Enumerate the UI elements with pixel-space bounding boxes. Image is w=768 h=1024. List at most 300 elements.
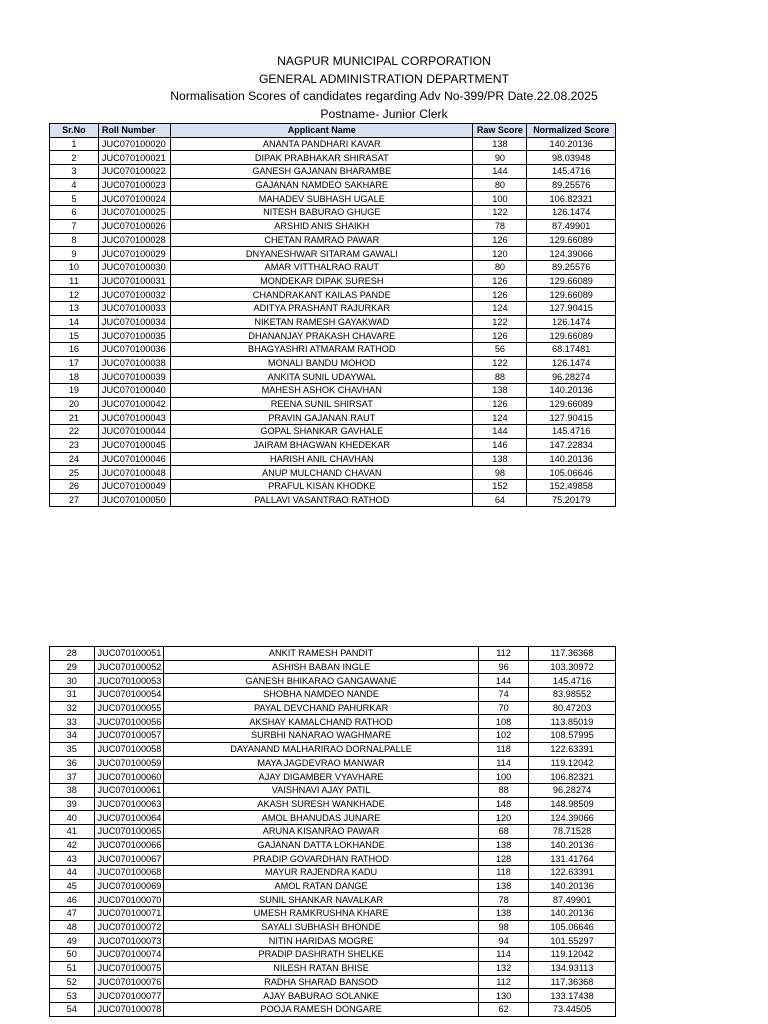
cell-normalized-score: 68.17481 — [527, 343, 616, 357]
table-row — [50, 770, 616, 784]
cell-raw-score: 64 — [473, 493, 527, 507]
cell-raw-score: 122 — [473, 206, 527, 220]
column-header-roll-number: Roll Number — [98, 124, 170, 138]
table-row — [50, 742, 616, 756]
cell-applicant-name: NIKETAN RAMESH GAYAKWAD — [171, 315, 473, 329]
cell-normalized-score: 117.36368 — [529, 975, 616, 989]
cell-raw-score: 138 — [473, 452, 527, 466]
table-row — [50, 219, 616, 233]
table-row — [50, 301, 616, 315]
cell-roll-number: JUC070100048 — [98, 466, 170, 480]
cell-normalized-score: 145.4716 — [527, 165, 616, 179]
cell-roll-number: JUC070100063 — [94, 797, 164, 811]
cell-normalized-score: 129.66089 — [527, 397, 616, 411]
cell-applicant-name: ANKITA SUNIL UDAYWAL — [171, 370, 473, 384]
cell-sr-no: 28 — [50, 647, 95, 661]
table-row — [50, 660, 616, 674]
cell-roll-number: JUC070100044 — [98, 425, 170, 439]
cell-normalized-score: 134.93113 — [529, 961, 616, 975]
cell-normalized-score: 108.57995 — [529, 729, 616, 743]
cell-applicant-name: AMOL RATAN DANGE — [164, 879, 479, 893]
table-row — [50, 824, 616, 838]
cell-normalized-score: 129.66089 — [527, 329, 616, 343]
post-name: Postname- Junior Clerk — [320, 106, 448, 121]
cell-applicant-name: PRAVIN GAJANAN RAUT — [171, 411, 473, 425]
cell-raw-score: 130 — [479, 989, 529, 1003]
cell-roll-number: JUC070100064 — [94, 811, 164, 825]
cell-applicant-name: SHOBHA NAMDEO NANDE — [164, 688, 479, 702]
cell-raw-score: 70 — [479, 701, 529, 715]
table-row — [50, 206, 616, 220]
cell-roll-number: JUC070100066 — [94, 838, 164, 852]
cell-sr-no: 12 — [50, 288, 99, 302]
cell-raw-score: 90 — [473, 151, 527, 165]
cell-roll-number: JUC070100034 — [98, 315, 170, 329]
cell-sr-no: 10 — [50, 260, 99, 274]
cell-applicant-name: SUNIL SHANKAR NAVALKAR — [164, 893, 479, 907]
table-row — [50, 343, 616, 357]
cell-applicant-name: JAIRAM BHAGWAN KHEDEKAR — [171, 438, 473, 452]
table-row — [50, 961, 616, 975]
table-row — [50, 192, 616, 206]
cell-normalized-score: 124.39066 — [527, 247, 616, 261]
cell-normalized-score: 87.49901 — [529, 893, 616, 907]
cell-raw-score: 100 — [479, 770, 529, 784]
cell-roll-number: JUC070100053 — [94, 674, 164, 688]
cell-sr-no: 40 — [50, 811, 95, 825]
cell-normalized-score: 147.22834 — [527, 438, 616, 452]
cell-applicant-name: CHETAN RAMRAO PAWAR — [171, 233, 473, 247]
cell-normalized-score: 73.44505 — [529, 1002, 616, 1016]
cell-raw-score: 88 — [473, 370, 527, 384]
cell-roll-number: JUC070100056 — [94, 715, 164, 729]
table-row — [50, 989, 616, 1003]
table-row — [50, 315, 616, 329]
cell-sr-no: 14 — [50, 315, 99, 329]
cell-raw-score: 98 — [479, 920, 529, 934]
cell-applicant-name: POOJA RAMESH DONGARE — [164, 1002, 479, 1016]
cell-normalized-score: 145.4716 — [529, 674, 616, 688]
cell-normalized-score: 119.12042 — [529, 948, 616, 962]
cell-roll-number: JUC070100049 — [98, 479, 170, 493]
table-row — [50, 466, 616, 480]
cell-roll-number: JUC070100026 — [98, 219, 170, 233]
table-row — [50, 493, 616, 507]
document-header — [0, 53, 768, 123]
cell-normalized-score: 127.90415 — [527, 301, 616, 315]
cell-normalized-score: 129.66089 — [527, 274, 616, 288]
cell-roll-number: JUC070100068 — [94, 866, 164, 880]
cell-applicant-name: AJAY DIGAMBER VYAVHARE — [164, 770, 479, 784]
cell-normalized-score: 129.66089 — [527, 233, 616, 247]
cell-applicant-name: AKSHAY KAMALCHAND RATHOD — [164, 715, 479, 729]
table-row — [50, 920, 616, 934]
cell-sr-no: 43 — [50, 852, 95, 866]
cell-roll-number: JUC070100029 — [98, 247, 170, 261]
table-header-row — [50, 124, 616, 138]
cell-raw-score: 68 — [479, 824, 529, 838]
cell-sr-no: 13 — [50, 301, 99, 315]
table-row — [50, 852, 616, 866]
cell-roll-number: JUC070100078 — [94, 1002, 164, 1016]
cell-normalized-score: 133.17438 — [529, 989, 616, 1003]
cell-sr-no: 25 — [50, 466, 99, 480]
cell-roll-number: JUC070100046 — [98, 452, 170, 466]
cell-applicant-name: GANESH GAJANAN BHARAMBE — [171, 165, 473, 179]
scores-table-bottom-body — [50, 647, 616, 1017]
cell-roll-number: JUC070100069 — [94, 879, 164, 893]
cell-applicant-name: MONALI BANDU MOHOD — [171, 356, 473, 370]
cell-sr-no: 36 — [50, 756, 95, 770]
cell-raw-score: 138 — [473, 137, 527, 151]
cell-raw-score: 146 — [473, 438, 527, 452]
table-row — [50, 288, 616, 302]
cell-roll-number: JUC070100051 — [94, 647, 164, 661]
cell-sr-no: 45 — [50, 879, 95, 893]
table-row — [50, 879, 616, 893]
table-row — [50, 178, 616, 192]
table-row — [50, 934, 616, 948]
cell-sr-no: 50 — [50, 948, 95, 962]
cell-roll-number: JUC070100031 — [98, 274, 170, 288]
cell-applicant-name: NITIN HARIDAS MOGRE — [164, 934, 479, 948]
cell-applicant-name: PAYAL DEVCHAND PAHURKAR — [164, 701, 479, 715]
cell-raw-score: 80 — [473, 178, 527, 192]
cell-applicant-name: ASHISH BABAN INGLE — [164, 660, 479, 674]
cell-applicant-name: AMAR VITTHALRAO RAUT — [171, 260, 473, 274]
cell-normalized-score: 89.25576 — [527, 178, 616, 192]
cell-roll-number: JUC070100074 — [94, 948, 164, 962]
cell-raw-score: 144 — [473, 425, 527, 439]
cell-roll-number: JUC070100040 — [98, 384, 170, 398]
cell-applicant-name: PALLAVI VASANTRAO RATHOD — [171, 493, 473, 507]
cell-raw-score: 126 — [473, 397, 527, 411]
cell-sr-no: 34 — [50, 729, 95, 743]
cell-sr-no: 44 — [50, 866, 95, 880]
cell-normalized-score: 122.63391 — [529, 866, 616, 880]
cell-applicant-name: MAYA JAGDEVRAO MANWAR — [164, 756, 479, 770]
cell-normalized-score: 113.85019 — [529, 715, 616, 729]
cell-normalized-score: 105.06646 — [529, 920, 616, 934]
cell-raw-score: 96 — [479, 660, 529, 674]
cell-applicant-name: GANESH BHIKARAO GANGAWANE — [164, 674, 479, 688]
cell-roll-number: JUC070100073 — [94, 934, 164, 948]
cell-normalized-score: 140.20136 — [527, 384, 616, 398]
table-row — [50, 233, 616, 247]
cell-applicant-name: ANKIT RAMESH PANDIT — [164, 647, 479, 661]
cell-raw-score: 122 — [473, 356, 527, 370]
cell-applicant-name: BHAGYASHRI ATMARAM RATHOD — [171, 343, 473, 357]
cell-normalized-score: 106.82321 — [527, 192, 616, 206]
cell-sr-no: 16 — [50, 343, 99, 357]
cell-raw-score: 78 — [479, 893, 529, 907]
cell-raw-score: 138 — [479, 907, 529, 921]
table-row — [50, 715, 616, 729]
cell-sr-no: 24 — [50, 452, 99, 466]
cell-roll-number: JUC070100077 — [94, 989, 164, 1003]
cell-applicant-name: ARUNA KISANRAO PAWAR — [164, 824, 479, 838]
cell-normalized-score: 145.4716 — [527, 425, 616, 439]
cell-normalized-score: 140.20136 — [527, 137, 616, 151]
table-row — [50, 1002, 616, 1016]
cell-applicant-name: UMESH RAMKRUSHNA KHARE — [164, 907, 479, 921]
table-row — [50, 975, 616, 989]
cell-sr-no: 26 — [50, 479, 99, 493]
cell-raw-score: 78 — [473, 219, 527, 233]
table-row — [50, 452, 616, 466]
cell-applicant-name: MONDEKAR DIPAK SURESH — [171, 274, 473, 288]
table-row — [50, 729, 616, 743]
cell-raw-score: 100 — [473, 192, 527, 206]
cell-roll-number: JUC070100038 — [98, 356, 170, 370]
cell-raw-score: 112 — [479, 647, 529, 661]
cell-sr-no: 7 — [50, 219, 99, 233]
cell-applicant-name: RADHA SHARAD BANSOD — [164, 975, 479, 989]
column-header-applicant-name: Applicant Name — [171, 124, 473, 138]
cell-normalized-score: 96.28274 — [529, 783, 616, 797]
cell-raw-score: 126 — [473, 329, 527, 343]
cell-normalized-score: 131.41764 — [529, 852, 616, 866]
cell-applicant-name: REENA SUNIL SHIRSAT — [171, 397, 473, 411]
table-row — [50, 397, 616, 411]
cell-normalized-score: 89.25576 — [527, 260, 616, 274]
cell-normalized-score: 80.47203 — [529, 701, 616, 715]
cell-sr-no: 1 — [50, 137, 99, 151]
cell-applicant-name: AKASH SURESH WANKHADE — [164, 797, 479, 811]
cell-roll-number: JUC070100071 — [94, 907, 164, 921]
table-row — [50, 674, 616, 688]
cell-normalized-score: 119.12042 — [529, 756, 616, 770]
cell-roll-number: JUC070100030 — [98, 260, 170, 274]
cell-normalized-score: 140.20136 — [527, 452, 616, 466]
cell-sr-no: 4 — [50, 178, 99, 192]
cell-roll-number: JUC070100039 — [98, 370, 170, 384]
cell-applicant-name: CHANDRAKANT KAILAS PANDE — [171, 288, 473, 302]
cell-raw-score: 74 — [479, 688, 529, 702]
cell-sr-no: 19 — [50, 384, 99, 398]
cell-sr-no: 46 — [50, 893, 95, 907]
cell-sr-no: 31 — [50, 688, 95, 702]
cell-raw-score: 80 — [473, 260, 527, 274]
cell-raw-score: 138 — [479, 838, 529, 852]
cell-sr-no: 32 — [50, 701, 95, 715]
cell-applicant-name: VAISHNAVI AJAY PATIL — [164, 783, 479, 797]
cell-normalized-score: 129.66089 — [527, 288, 616, 302]
cell-applicant-name: NILESH RATAN BHISE — [164, 961, 479, 975]
table-row — [50, 838, 616, 852]
cell-roll-number: JUC070100025 — [98, 206, 170, 220]
cell-applicant-name: ADITYA PRASHANT RAJURKAR — [171, 301, 473, 315]
table-row — [50, 274, 616, 288]
cell-applicant-name: SAYALI SUBHASH BHONDE — [164, 920, 479, 934]
table-row — [50, 384, 616, 398]
table-row — [50, 756, 616, 770]
cell-roll-number: JUC070100023 — [98, 178, 170, 192]
cell-normalized-score: 117.36368 — [529, 647, 616, 661]
cell-roll-number: JUC070100059 — [94, 756, 164, 770]
cell-sr-no: 15 — [50, 329, 99, 343]
cell-roll-number: JUC070100033 — [98, 301, 170, 315]
cell-sr-no: 29 — [50, 660, 95, 674]
cell-raw-score: 138 — [479, 879, 529, 893]
scores-table-bottom — [49, 646, 616, 1017]
cell-applicant-name: ANANTA PANDHARI KAVAR — [171, 137, 473, 151]
cell-sr-no: 53 — [50, 989, 95, 1003]
cell-sr-no: 37 — [50, 770, 95, 784]
cell-sr-no: 18 — [50, 370, 99, 384]
cell-applicant-name: ARSHID ANIS SHAIKH — [171, 219, 473, 233]
cell-normalized-score: 101.55297 — [529, 934, 616, 948]
cell-raw-score: 128 — [479, 852, 529, 866]
cell-normalized-score: 148.98509 — [529, 797, 616, 811]
cell-raw-score: 120 — [473, 247, 527, 261]
organization-title: NAGPUR MUNICIPAL CORPORATION — [277, 54, 491, 68]
cell-raw-score: 126 — [473, 274, 527, 288]
cell-raw-score: 114 — [479, 948, 529, 962]
cell-applicant-name: MAHADEV SUBHASH UGALE — [171, 192, 473, 206]
cell-normalized-score: 98.03948 — [527, 151, 616, 165]
cell-applicant-name: GAJANAN DATTA LOKHANDE — [164, 838, 479, 852]
cell-normalized-score: 140.20136 — [529, 879, 616, 893]
cell-roll-number: JUC070100036 — [98, 343, 170, 357]
cell-normalized-score: 75.20179 — [527, 493, 616, 507]
cell-raw-score: 126 — [473, 233, 527, 247]
cell-sr-no: 30 — [50, 674, 95, 688]
table-row — [50, 647, 616, 661]
cell-sr-no: 9 — [50, 247, 99, 261]
cell-applicant-name: DNYANESHWAR SITARAM GAWALI — [171, 247, 473, 261]
cell-normalized-score: 106.82321 — [529, 770, 616, 784]
table-row — [50, 907, 616, 921]
cell-roll-number: JUC070100067 — [94, 852, 164, 866]
table-row — [50, 356, 616, 370]
cell-normalized-score: 87.49901 — [527, 219, 616, 233]
cell-sr-no: 20 — [50, 397, 99, 411]
cell-normalized-score: 140.20136 — [529, 838, 616, 852]
cell-applicant-name: PRADIP GOVARDHAN RATHOD — [164, 852, 479, 866]
table-row — [50, 260, 616, 274]
scores-table-top — [49, 123, 616, 507]
table-row — [50, 165, 616, 179]
cell-normalized-score: 126.1474 — [527, 356, 616, 370]
cell-normalized-score: 103.30972 — [529, 660, 616, 674]
cell-applicant-name: MAYUR RAJENDRA KADU — [164, 866, 479, 880]
cell-roll-number: JUC070100072 — [94, 920, 164, 934]
cell-normalized-score: 126.1474 — [527, 315, 616, 329]
cell-raw-score: 138 — [473, 384, 527, 398]
cell-roll-number: JUC070100058 — [94, 742, 164, 756]
cell-sr-no: 47 — [50, 907, 95, 921]
cell-raw-score: 144 — [473, 165, 527, 179]
cell-sr-no: 49 — [50, 934, 95, 948]
cell-normalized-score: 152.49858 — [527, 479, 616, 493]
cell-raw-score: 144 — [479, 674, 529, 688]
table-row — [50, 948, 616, 962]
cell-applicant-name: AMOL BHANUDAS JUNARE — [164, 811, 479, 825]
cell-sr-no: 21 — [50, 411, 99, 425]
table-row — [50, 151, 616, 165]
cell-sr-no: 48 — [50, 920, 95, 934]
cell-raw-score: 98 — [473, 466, 527, 480]
cell-applicant-name: AJAY BABURAO SOLANKE — [164, 989, 479, 1003]
cell-normalized-score: 78.71528 — [529, 824, 616, 838]
cell-roll-number: JUC070100022 — [98, 165, 170, 179]
table-row — [50, 479, 616, 493]
cell-raw-score: 126 — [473, 288, 527, 302]
cell-raw-score: 122 — [473, 315, 527, 329]
table-row — [50, 797, 616, 811]
table-row — [50, 137, 616, 151]
table-row — [50, 329, 616, 343]
cell-sr-no: 6 — [50, 206, 99, 220]
cell-sr-no: 8 — [50, 233, 99, 247]
cell-sr-no: 42 — [50, 838, 95, 852]
cell-raw-score: 94 — [479, 934, 529, 948]
cell-roll-number: JUC070100042 — [98, 397, 170, 411]
cell-roll-number: JUC070100060 — [94, 770, 164, 784]
cell-normalized-score: 124.39066 — [529, 811, 616, 825]
cell-roll-number: JUC070100061 — [94, 783, 164, 797]
cell-sr-no: 35 — [50, 742, 95, 756]
cell-normalized-score: 96.28274 — [527, 370, 616, 384]
cell-sr-no: 17 — [50, 356, 99, 370]
cell-raw-score: 88 — [479, 783, 529, 797]
cell-raw-score: 132 — [479, 961, 529, 975]
cell-roll-number: JUC070100054 — [94, 688, 164, 702]
cell-applicant-name: DHANANJAY PRAKASH CHAVARE — [171, 329, 473, 343]
cell-normalized-score: 126.1474 — [527, 206, 616, 220]
cell-roll-number: JUC070100024 — [98, 192, 170, 206]
cell-applicant-name: SURBHI NANARAO WAGHMARE — [164, 729, 479, 743]
column-header-normalized-score: Normalized Score — [527, 124, 616, 138]
cell-roll-number: JUC070100035 — [98, 329, 170, 343]
cell-sr-no: 54 — [50, 1002, 95, 1016]
table-row — [50, 425, 616, 439]
cell-sr-no: 3 — [50, 165, 99, 179]
table-row — [50, 701, 616, 715]
cell-applicant-name: PRAFUL KISAN KHODKE — [171, 479, 473, 493]
cell-raw-score: 114 — [479, 756, 529, 770]
cell-raw-score: 108 — [479, 715, 529, 729]
cell-raw-score: 148 — [479, 797, 529, 811]
cell-applicant-name: HARISH ANIL CHAVHAN — [171, 452, 473, 466]
scores-table-top-body — [50, 137, 616, 507]
cell-roll-number: JUC070100065 — [94, 824, 164, 838]
cell-applicant-name: ANUP MULCHAND CHAVAN — [171, 466, 473, 480]
cell-sr-no: 27 — [50, 493, 99, 507]
cell-roll-number: JUC070100050 — [98, 493, 170, 507]
cell-raw-score: 118 — [479, 866, 529, 880]
cell-raw-score: 102 — [479, 729, 529, 743]
cell-roll-number: JUC070100032 — [98, 288, 170, 302]
table-row — [50, 370, 616, 384]
document-subject: Normalisation Scores of candidates regarding Adv No-399/PR Date.22.08.2025 — [170, 89, 598, 103]
table-row — [50, 247, 616, 261]
cell-sr-no: 38 — [50, 783, 95, 797]
cell-sr-no: 33 — [50, 715, 95, 729]
column-header-raw-score: Raw Score — [473, 124, 527, 138]
cell-normalized-score: 122.63391 — [529, 742, 616, 756]
cell-applicant-name: GOPAL SHANKAR GAVHALE — [171, 425, 473, 439]
cell-roll-number: JUC070100076 — [94, 975, 164, 989]
cell-applicant-name: DIPAK PRABHAKAR SHIRASAT — [171, 151, 473, 165]
cell-normalized-score: 140.20136 — [529, 907, 616, 921]
table-row — [50, 783, 616, 797]
cell-raw-score: 56 — [473, 343, 527, 357]
cell-applicant-name: MAHESH ASHOK CHAVHAN — [171, 384, 473, 398]
cell-applicant-name: DAYANAND MALHARIRAO DORNALPALLE — [164, 742, 479, 756]
column-header-sr-no: Sr.No — [50, 124, 99, 138]
